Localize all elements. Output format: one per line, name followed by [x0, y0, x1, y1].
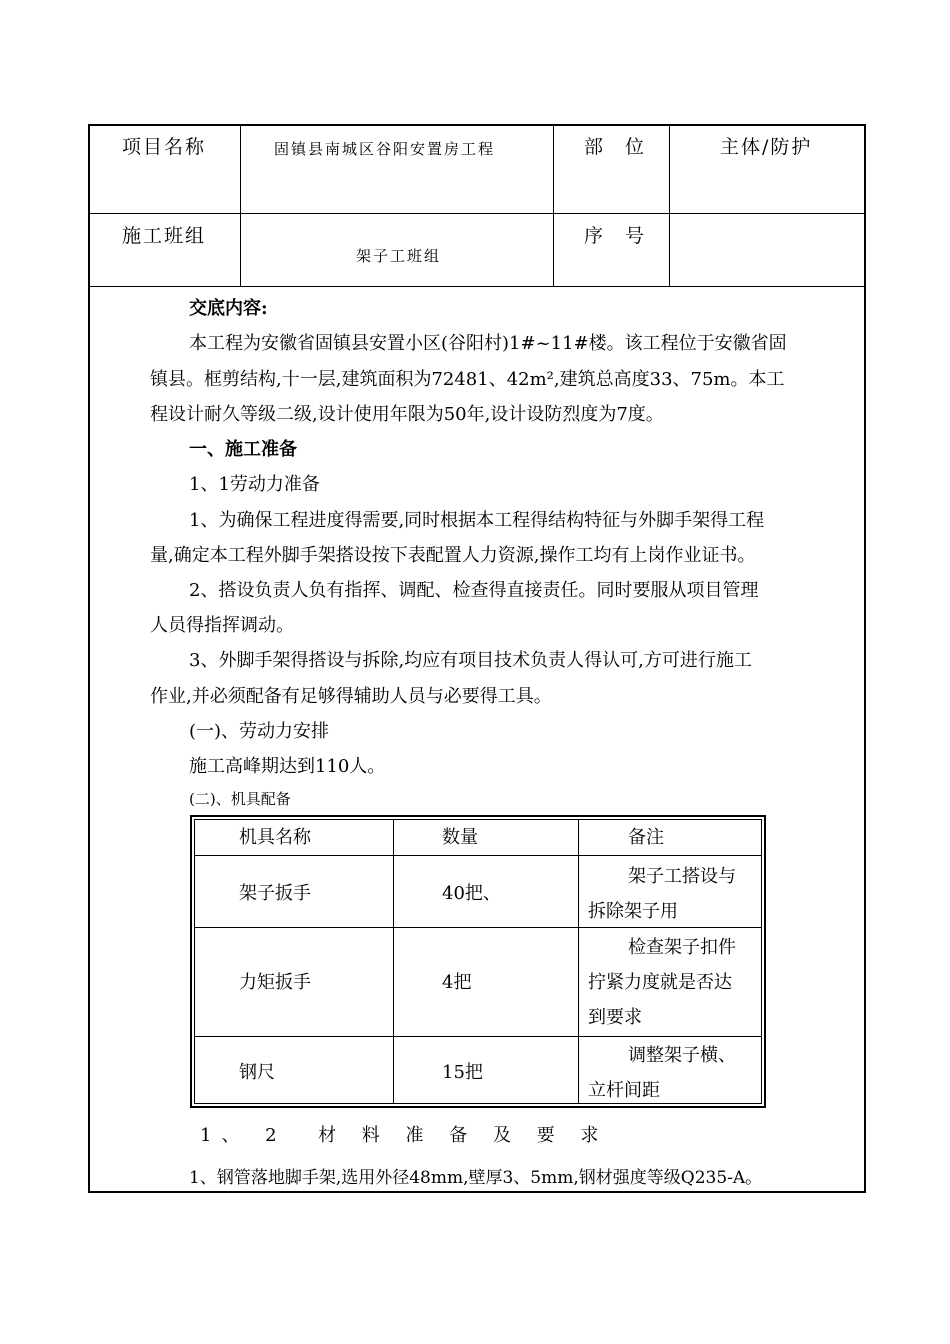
overview-line-3: 程设计耐久等级二级,设计使用年限为50年,设计设防烈度为7度。 — [150, 404, 664, 425]
header-bottom-divider — [89, 286, 865, 287]
team-label: 施工班组 — [122, 225, 207, 247]
table-row-2-note-line-3: 到要求 — [588, 1007, 642, 1028]
section-1-title: 一、施工准备 — [189, 439, 297, 460]
table-row-2-qty: 4把 — [442, 972, 472, 993]
table-row-2-note-line-2: 拧紧力度就是否达 — [588, 972, 732, 993]
position-value: 主体/防护 — [720, 136, 813, 158]
equipment-title: (二)、机具配备 — [189, 790, 291, 808]
content-heading: 交底内容: — [189, 298, 268, 319]
project-name-label: 项目名称 — [122, 136, 207, 158]
table-row-2-note-line-1: 检查架子扣件 — [628, 937, 736, 958]
labor-arrangement-title: (一)、劳动力安排 — [189, 721, 330, 742]
item-2-line-1: 2、搭设负责人负有指挥、调配、检查得直接责任。同时要服从项目管理 — [189, 580, 759, 601]
table-row-divider-2 — [194, 1036, 762, 1037]
header-row-divider — [89, 213, 865, 214]
item-2-line-2: 人员得指挥调动。 — [150, 615, 294, 636]
table-header-name: 机具名称 — [239, 827, 311, 848]
item-3-line-1: 3、外脚手架得搭设与拆除,均应有项目技术负责人得认可,方可进行施工 — [189, 650, 752, 671]
item-1-line-2: 量,确定本工程外脚手架搭设按下表配置人力资源,操作工均有上岗作业证书。 — [150, 545, 756, 566]
sequence-label: 序 号 — [584, 225, 653, 247]
table-header-divider — [194, 855, 762, 856]
table-row-3-note-line-2: 立杆间距 — [588, 1080, 660, 1101]
overview-line-1: 本工程为安徽省固镇县安置小区(谷阳村)1#~11#楼。该工程位于安徽省固 — [189, 333, 787, 354]
table-row-3-qty: 15把 — [442, 1062, 483, 1083]
table-col-divider-1 — [393, 819, 394, 1104]
material-item-1: 1、钢管落地脚手架,选用外径48mm,壁厚3、5mm,钢材强度等级Q235-A。 — [189, 1168, 763, 1188]
item-1-line-1: 1、为确保工程进度得需要,同时根据本工程得结构特征与外脚手架得工程 — [189, 510, 765, 531]
table-row-3-note-line-1: 调整架子横、 — [628, 1045, 736, 1066]
table-header-qty: 数量 — [442, 827, 478, 848]
overview-line-2: 镇县。框剪结构,十一层,建筑面积为72481、42m²,建筑总高度33、75m。本工 — [150, 369, 785, 390]
header-col-divider-3 — [669, 125, 670, 287]
header-col-divider-1 — [240, 125, 241, 287]
table-header-note: 备注 — [628, 827, 664, 848]
team-value: 架子工班组 — [356, 247, 442, 265]
table-row-1-name: 架子扳手 — [239, 883, 311, 904]
table-row-1-note-line-1: 架子工搭设与 — [628, 866, 736, 887]
position-label: 部 位 — [584, 136, 653, 158]
item-3-line-2: 作业,并必须配备有足够得辅助人员与必要得工具。 — [150, 686, 552, 707]
subsection-1-1-title: 1、1劳动力准备 — [189, 474, 320, 495]
peak-labor-text: 施工高峰期达到110人。 — [189, 756, 386, 777]
table-row-2-name: 力矩扳手 — [239, 972, 311, 993]
table-col-divider-2 — [578, 819, 579, 1104]
table-row-1-note-line-2: 拆除架子用 — [588, 901, 678, 922]
table-row-1-qty: 40把、 — [442, 883, 501, 904]
project-name-value: 固镇县南城区谷阳安置房工程 — [274, 140, 496, 158]
table-row-3-name: 钢尺 — [239, 1062, 275, 1083]
subsection-1-2-title: 1、 2 材 料 准 备 及 要 求 — [200, 1125, 609, 1146]
header-col-divider-2 — [553, 125, 554, 287]
